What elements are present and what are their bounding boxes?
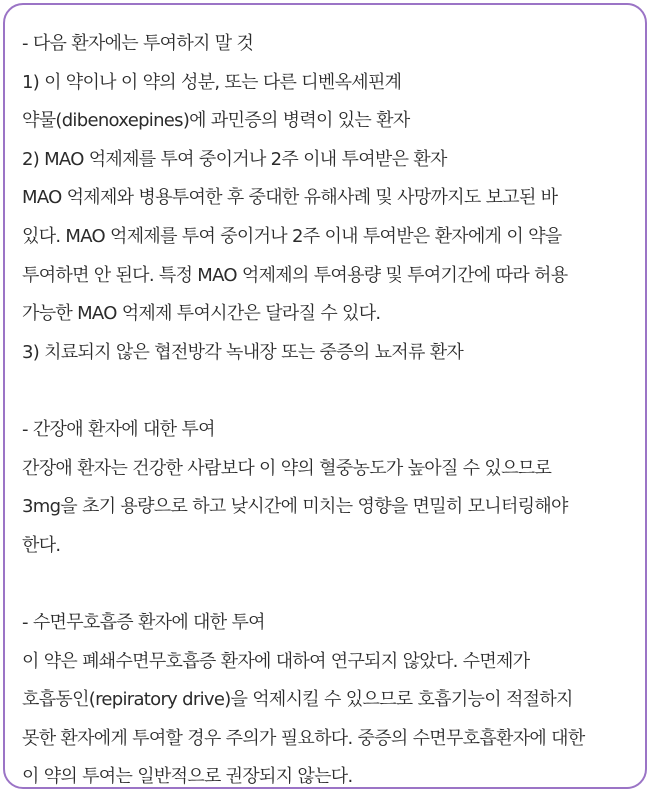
text-line: 한다. (22, 534, 61, 556)
text-line: 못한 환자에게 투여할 경우 주의가 필요하다. 중증의 수면무호흡환자에 대한 (22, 727, 585, 749)
section-heading-sleep-apnea: - 수면무호흡증 환자에 대한 투여 (22, 611, 265, 633)
text-line: 2) MAO 억제제를 투여 중이거나 2주 이내 투여받은 환자 (22, 148, 447, 170)
text-line: MAO 억제제와 병용투여한 후 중대한 유해사례 및 사망까지도 보고된 바 (22, 187, 558, 209)
text-line: 가능한 MAO 억제제 투여시간은 달라질 수 있다. (22, 303, 381, 325)
section-heading-hepatic: - 간장애 환자에 대한 투여 (22, 418, 215, 440)
section-heading-contraindications: - 다음 환자에는 투여하지 말 것 (22, 33, 254, 54)
text-line: 있다. MAO 억제제를 투여 중이거나 2주 이내 투여받은 환자에게 이 약을 (22, 225, 562, 247)
text-line: 투여하면 안 된다. 특정 MAO 억제제의 투여용량 및 투여기간에 따라 허용 (22, 264, 568, 286)
text-line: 호흡동인(repiratory drive)을 억제시킬 수 있으므로 호흡기능이 적절하지 (22, 689, 573, 711)
text-line: 3mg을 초기 용량으로 하고 낮시간에 미치는 영향을 면밀히 모니터링해야 (22, 496, 568, 518)
text-line: 이 약은 폐쇄수면무호흡증 환자에 대하여 연구되지 않았다. 수면제가 (22, 650, 530, 672)
document-body (22, 25, 635, 797)
blank-line (22, 565, 635, 604)
document-card (3, 3, 647, 789)
text-line: 이 약의 투여는 일반적으로 권장되지 않는다. (22, 766, 353, 788)
text-line: 간장애 환자는 건강한 사람보다 이 약의 혈중농도가 높아질 수 있으므로 (22, 457, 552, 479)
text-line: 약물(dibenoxepines)에 과민증의 병력이 있는 환자 (22, 110, 410, 132)
text-line: 1) 이 약이나 이 약의 성분, 또는 다른 디벤옥세핀계 (22, 71, 402, 93)
text-line: 3) 치료되지 않은 협전방각 녹내장 또는 중증의 뇨저류 환자 (22, 341, 464, 363)
blank-line (22, 372, 635, 411)
